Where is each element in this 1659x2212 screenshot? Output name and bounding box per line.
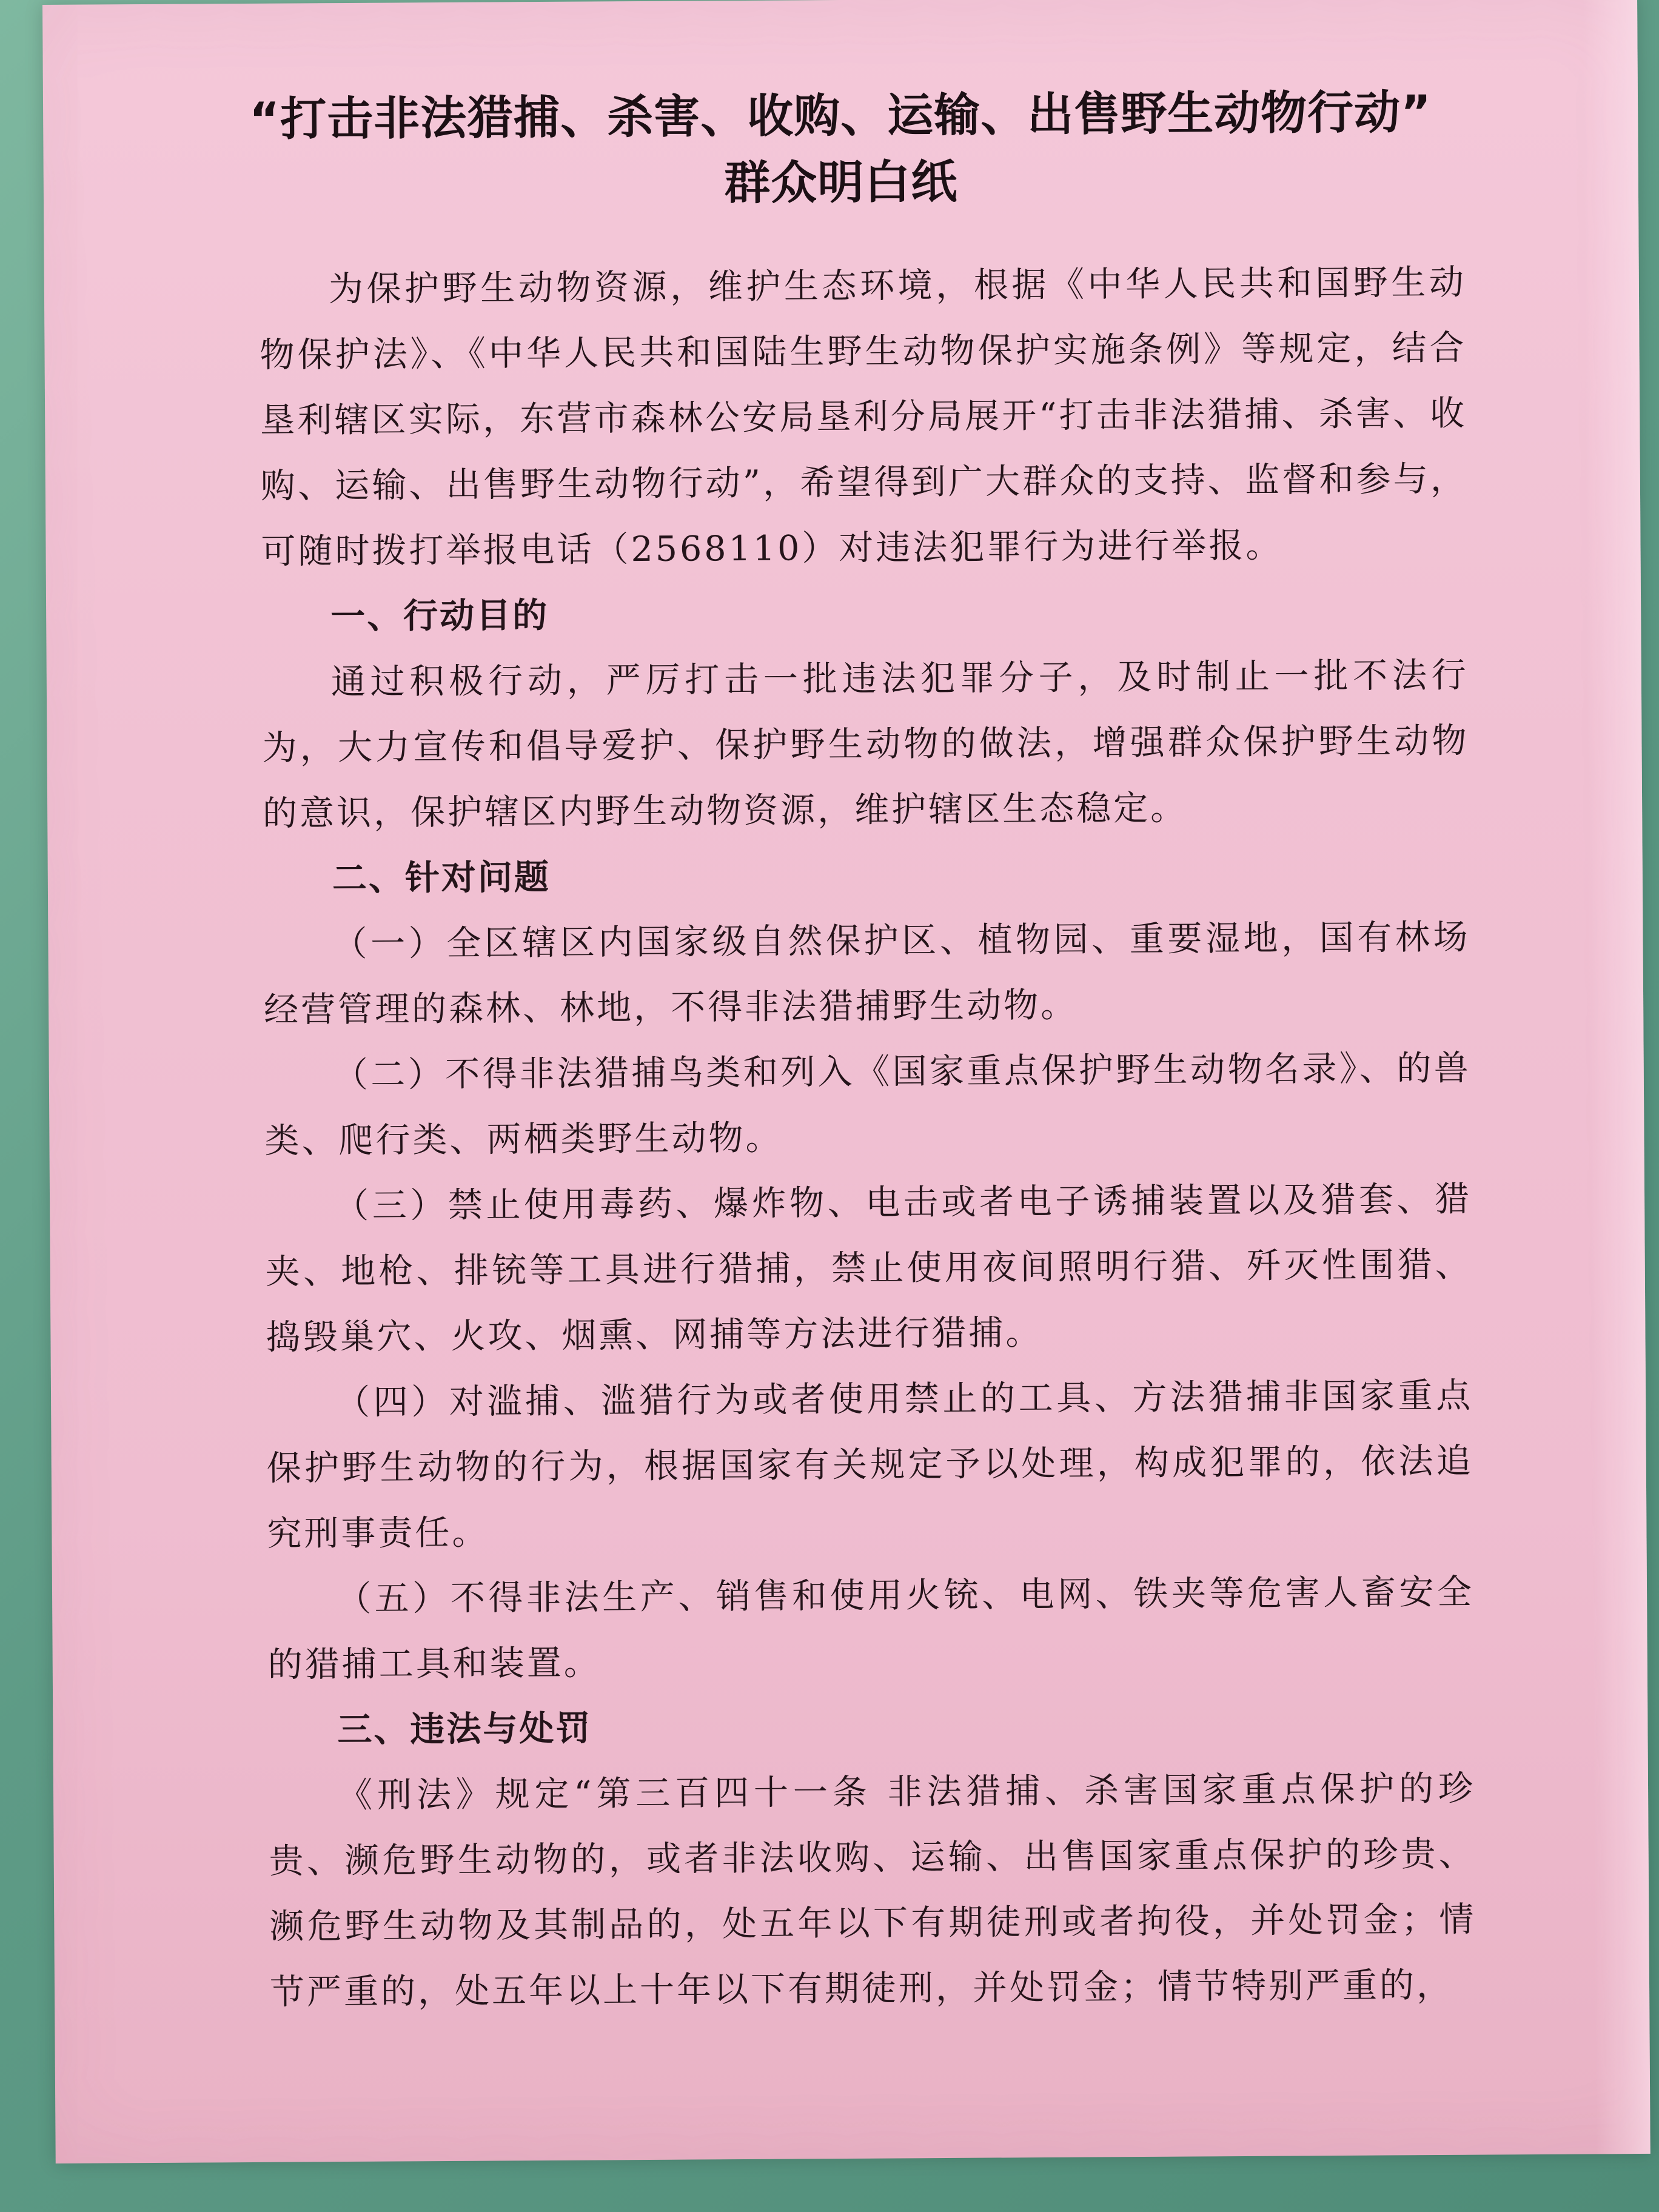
section1-paragraph: 通过积极行动，严厉打击一批违法犯罪分子，及时制止一批不法行为，大力宣传和倡导爱护、保护野生动物的做法，增强群众保护野生动物的意识，保护辖区内野生动物资源，维护辖区生态稳定。 bbox=[262, 655, 1469, 834]
intro-paragraph: 为保护野生动物资源，维护生态环境，根据《中华人民共和国野生动物保护法》、《中华人民共和国陆生野生动物保护实施条例》等规定，结合垦利辖区实际，东营市森林公安局垦利分局展开“打击非法猎捕、杀害、收购、运输、出售野生动物行动”，希望得到广大群众的支持、监督和参与，可随时拨打举报电话（2568110）对违法犯罪行为进行举报。 bbox=[260, 262, 1468, 572]
document-title-line2: 群众明白纸 bbox=[724, 154, 958, 210]
document-title-line1: “打击非法猎捕、杀害、收购、运输、出售野生动物行动” bbox=[249, 85, 1432, 146]
section2-item-3: （三）禁止使用毒药、爆炸物、电击或者电子诱捕装置以及猎套、猎夹、地枪、排铳等工具进行猎捕，禁止使用夜间照明行猎、歼灭性围猎、捣毁巢穴、火攻、烟熏、网捕等方法进行猎捕。 bbox=[265, 1179, 1472, 1358]
section3-paragraph: 《刑法》规定“第三百四十一条 非法猎捕、杀害国家重点保护的珍贵、濒危野生动物的，或者非法收购、运输、出售国家重点保护的珍贵、濒危野生动物及其制品的，处五年以下有期徒刑或者拘役，并处罚金；情节严重的，处五年以上十年以下有期徒刑，并处罚金；情节特别严重的， bbox=[269, 1768, 1476, 2013]
section2-item-5: （五）不得非法生产、销售和使用火铳、电网、铁夹等危害人畜安全的猎捕工具和装置。 bbox=[267, 1572, 1475, 1685]
document-body bbox=[260, 250, 1477, 2025]
section3-heading: 三、违法与处罚 bbox=[337, 1708, 592, 1751]
notice-sheet bbox=[42, 0, 1651, 2163]
section2-item-1: （一）全区辖区内国家级自然保护区、植物园、重要湿地，国有林场经营管理的森林、林地，不得非法猎捕野生动物。 bbox=[263, 917, 1470, 1030]
section1-heading: 一、行动目的 bbox=[330, 595, 549, 637]
section2-item-2: （二）不得非法猎捕鸟类和列入《国家重点保护野生动物名录》、的兽类、爬行类、两栖类野生动物。 bbox=[264, 1048, 1471, 1161]
section2-item-4: （四）对滥捕、滥猎行为或者使用禁止的工具、方法猎捕非国家重点保护野生动物的行为，根据国家有关规定予以处理，构成犯罪的，依法追究刑事责任。 bbox=[266, 1375, 1473, 1554]
section2-heading: 二、针对问题 bbox=[332, 857, 551, 899]
